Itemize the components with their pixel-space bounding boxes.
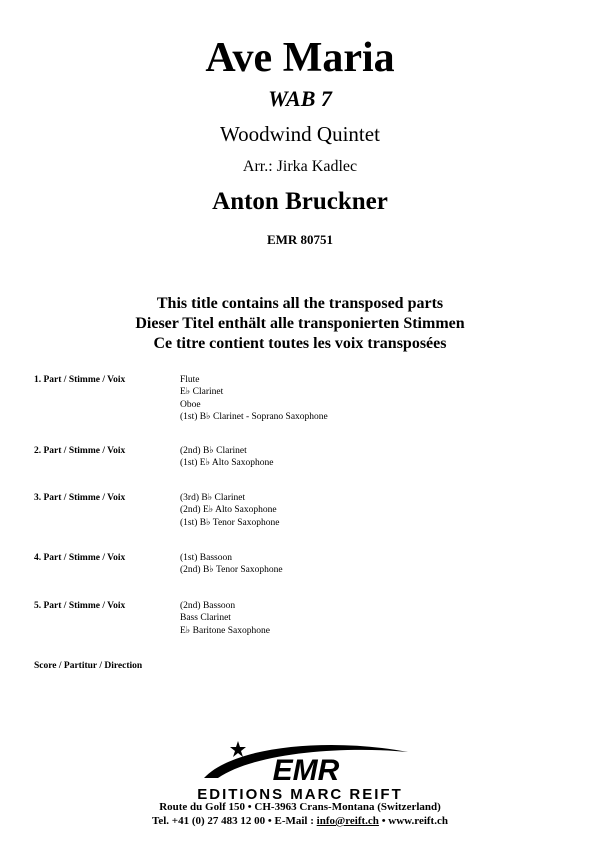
work-catalog-subtitle: WAB 7: [268, 86, 332, 111]
instrument: (2nd) B♭ Tenor Saxophone: [180, 565, 283, 576]
part-label: 5. Part / Stimme / Voix: [34, 601, 126, 611]
part-instruments: [180, 552, 283, 577]
instrument: E♭ Baritone Saxophone: [180, 625, 270, 636]
contact-website: • www.reift.ch: [378, 815, 448, 827]
publisher-address: Route du Golf 150 • CH-3963 Crans-Montana (Switzerland): [159, 801, 441, 813]
instrument: (2nd) B♭ Clarinet: [180, 446, 247, 456]
publisher-contact: [0, 814, 600, 828]
instrument: (3rd) B♭ Clarinet: [180, 493, 246, 503]
ensemble-label: Woodwind Quintet: [220, 122, 380, 146]
instrument: Oboe: [180, 399, 201, 410]
part-instruments: [180, 445, 273, 470]
part-instruments: [180, 492, 279, 529]
instrument: (2nd) E♭ Alto Saxophone: [180, 505, 277, 516]
instrument: (1st) Bassoon: [180, 553, 232, 563]
instrument: (1st) B♭ Clarinet - Soprano Saxophone: [180, 411, 328, 422]
contact-phone: Tel. +41 (0) 27 483 12 00 • E-Mail :: [152, 815, 317, 827]
part-instruments: [180, 374, 328, 423]
instrument: E♭ Clarinet: [180, 387, 224, 398]
page-title: Ave Maria: [205, 35, 395, 81]
logo-text: EMR: [272, 754, 340, 787]
notice-line-en: This title contains all the transposed parts: [156, 295, 444, 312]
instrument: (1st) B♭ Tenor Saxophone: [180, 517, 280, 528]
part-label: 2. Part / Stimme / Voix: [34, 446, 126, 456]
part-label: 1. Part / Stimme / Voix: [34, 375, 126, 385]
arranger-credit: Arr.: Jirka Kadlec: [242, 158, 358, 175]
catalog-number: EMR 80751: [266, 232, 334, 247]
instrument: Bass Clarinet: [180, 613, 231, 624]
logo-star: [230, 741, 246, 757]
score-label: Score / Partitur / Direction: [34, 661, 143, 671]
part-instruments: [180, 600, 270, 637]
transposition-notice: [0, 294, 600, 354]
instrument: Flute: [180, 375, 200, 385]
instrument: (2nd) Bassoon: [180, 601, 236, 611]
instrument: (1st) E♭ Alto Saxophone: [180, 458, 274, 469]
part-label: 4. Part / Stimme / Voix: [34, 553, 126, 563]
email-link[interactable]: info@reift.ch: [316, 815, 379, 827]
notice-line-fr: Ce titre contient toutes les voix transposées: [153, 335, 447, 352]
composer-name: Anton Bruckner: [212, 188, 388, 215]
part-label: 3. Part / Stimme / Voix: [34, 493, 126, 503]
notice-line-de: Dieser Titel enthält alle transponierten Stimmen: [135, 315, 465, 332]
publisher-name: EDITIONS MARC REIFT: [197, 786, 403, 803]
